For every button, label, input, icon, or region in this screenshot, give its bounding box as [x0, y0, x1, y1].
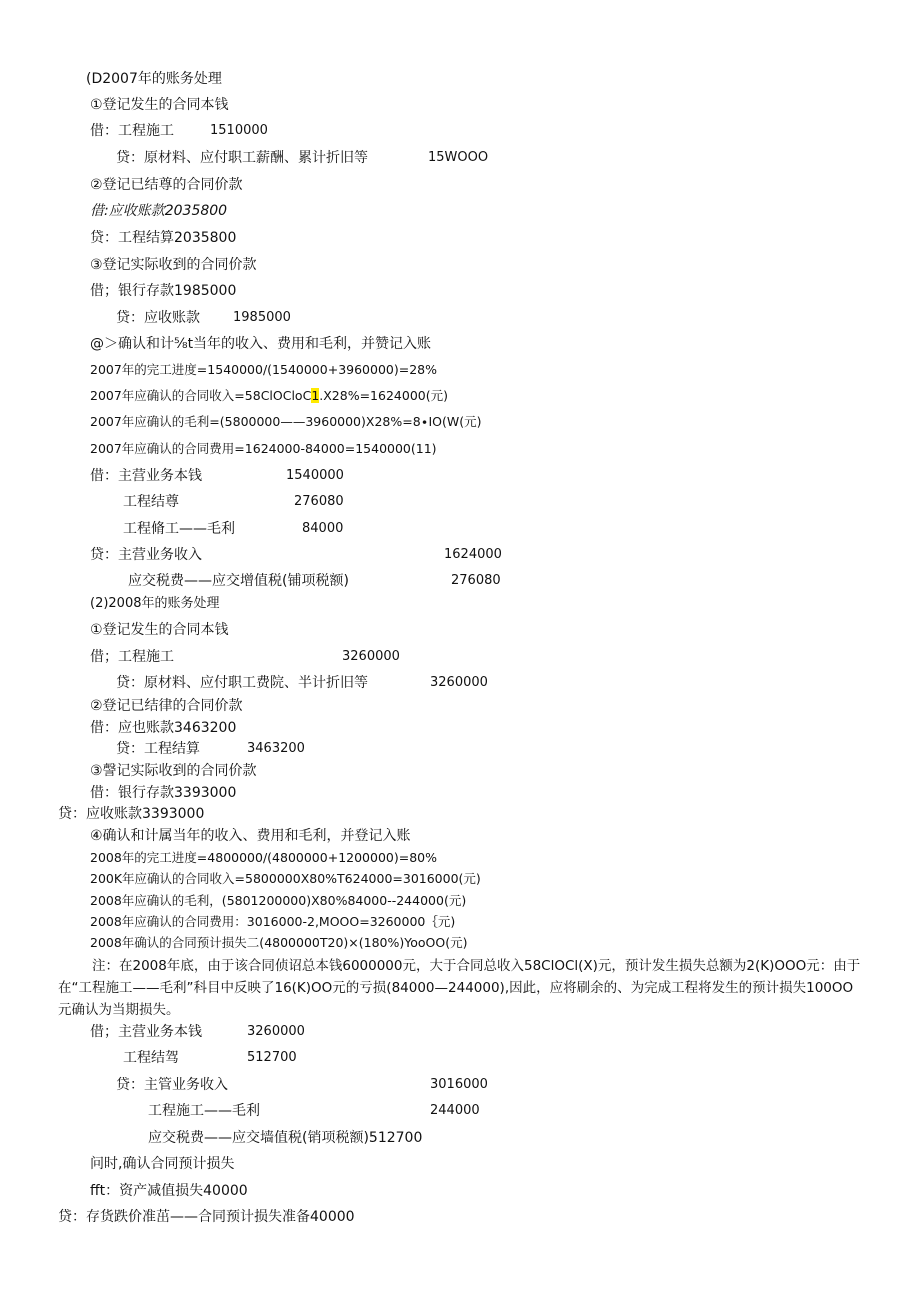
calc-cost-2007: 2007年应确认的合同费用=1624000-84000=1540000(11) [90, 441, 437, 456]
step-record-cost-2008: ①登记发生的合同本钱 [90, 622, 229, 638]
entry-debit-receivable-2007: 借:应收账款2035800 [90, 203, 228, 219]
entry-credit-receivable-2008: 贷：应收账款3393000 [58, 806, 205, 822]
entry-credit-receivable-2007-amount: 1985000 [233, 310, 291, 325]
calc-gross-profit-2007: 2007年应确认的毛利=(5800000——3960000)X28%=8∙IO(W(元) [90, 414, 482, 429]
entry-debit-main-cost-2007: 借：主营业务本钱 [90, 468, 202, 484]
entry-credit-billing-2008: 贷：工程结算 [116, 741, 200, 757]
calc-revenue-2007: 2007年应确认的合同收入=58ClOClоC1.X28%=1624000(元) [90, 388, 448, 403]
step-record-received-2007: ③登记实际收到的合同价款 [90, 257, 257, 273]
entry-credit-loss-provision: 贷：存货跌价准茁——合同预计损失准备40000 [58, 1209, 355, 1225]
step-record-received-2008: ③謦记实际收到的合同价款 [90, 763, 257, 779]
entry-credit-vat-2007-amount: 276080 [451, 573, 501, 588]
calc-progress-2008: 2008年的完工进度=4800000/(4800000+1200000)=80% [90, 850, 437, 865]
entry-credit-billing-2008-amount: 3463200 [247, 741, 305, 756]
entry-credit-billing-2007: 贷：工程结算2035800 [90, 230, 237, 246]
entry-credit-main-revenue-2007-amount: 1624000 [444, 547, 502, 562]
calc-progress-2007: 2007年的完工进度=1540000/(1540000+3960000)=28% [90, 362, 437, 377]
entry-debit-main-cost-2007-amount: 1540000 [286, 468, 344, 483]
step-record-billing-2008: ②登记已结律的合同价款 [90, 698, 243, 714]
entry-credit-vat-2008: 应交税费——应交墙值税(销项税额)512700 [148, 1130, 423, 1146]
entry-debit-billing-2007: 工程结尊 [123, 494, 179, 510]
entry-credit-receivable-2007: 贷：应收账款 [116, 310, 200, 326]
step-recognize-revenue-2007: @＞确认和计⅝t当年的收入、费用和毛利，并赞记入账 [90, 336, 432, 352]
entry-credit-gross-profit-2008-amount: 244000 [430, 1103, 480, 1118]
entry-credit-gross-profit-2008: 工程施工——毛利 [148, 1103, 260, 1119]
note-paragraph: 注：在2008年底，由于该合同侦诏总本钱6000000元，大于合同总收入58ClOCl(X)元，预计发生损失总额为2(K)OOO元：由于在“工程施工——毛利”科目中反映了16(K)OO元的亏损(84000—244000),因此，应将刷余的、为完成工程将发生的预计损失100OO元确认为当期损失。 [58, 958, 861, 1018]
entry-credit-materials-2008-amount: 3260000 [430, 675, 488, 690]
entry-debit-receivable-2008: 借：应也账款3463200 [90, 720, 237, 736]
entry-debit-construction-2008-amount: 3260000 [342, 649, 400, 664]
entry-credit-materials-2008: 贷：原材料、应付职工费院、半计折旧等 [116, 675, 368, 691]
entry-debit-construction-2007-amount: 1510000 [210, 123, 268, 138]
entry-credit-vat-2007: 应交税费——应交增值税(铺项税额) [128, 573, 349, 589]
entry-credit-materials-2007: 贷：原材料、应付职工薪酬、累计折旧等 [116, 150, 368, 166]
entry-debit-gross-profit-2007: 工程脩工——毛利 [123, 521, 235, 537]
entry-credit-main-revenue-2008: 贷：主管业务收入 [116, 1077, 228, 1093]
step-record-cost-2007: ①登记发生的合同本钱 [90, 97, 229, 113]
entry-credit-main-revenue-2007: 贷：主营业务收入 [90, 547, 202, 563]
calc-cost-2008: 2008年应确认的合同费用：3016000-2,MOOO=3260000｛元) [90, 914, 456, 929]
entry-debit-construction-2008: 借；工程施工 [90, 649, 174, 665]
entry-debit-construction-2007: 借：工程施工 [90, 123, 174, 139]
entry-debit-impairment-loss: fft：资产减值损失40000 [90, 1183, 248, 1199]
section-2008-heading: (2)2008年的账务处理 [90, 596, 220, 611]
calc-gross-profit-2008: 2008年应确认的毛利，(5801200000)X80%84000--244000(元) [90, 893, 467, 908]
step-recognize-revenue-2008: ④确认和计属当年的收入、费用和毛利，并登记入账 [90, 828, 411, 844]
section-2007-heading: (D2007年的账务处理 [86, 71, 222, 87]
entry-debit-billing-2007-amount: 276080 [294, 494, 344, 509]
entry-debit-bank-2008: 借：银行存款3393000 [90, 785, 237, 801]
calc-expected-loss-2008: 2008年确认的合同预计损失二(4800000T20)×(180%)YooOO(元) [90, 935, 468, 950]
entry-debit-billing-2008-amount: 512700 [247, 1050, 297, 1065]
step-record-billing-2007: ②登记已结尊的合同价款 [90, 177, 243, 193]
highlight-mark: 1 [311, 388, 320, 403]
entry-debit-billing-2008: 工程结驾 [123, 1050, 179, 1066]
entry-debit-main-cost-2008-amount: 3260000 [247, 1024, 305, 1039]
loss-recognition-title: 问时,确认合同预计损失 [90, 1156, 235, 1172]
entry-credit-materials-2007-amount: 15WOOO [428, 150, 489, 165]
entry-debit-gross-profit-2007-amount: 84000 [302, 521, 344, 536]
entry-debit-bank-2007: 借；银行存款1985000 [90, 283, 237, 299]
entry-credit-main-revenue-2008-amount: 3016000 [430, 1077, 488, 1092]
calc-revenue-2008: 200K年应确认的合同收入=5800000X80%T624000=3016000(元) [90, 871, 481, 886]
entry-debit-main-cost-2008: 借；主营业务本钱 [90, 1024, 202, 1040]
